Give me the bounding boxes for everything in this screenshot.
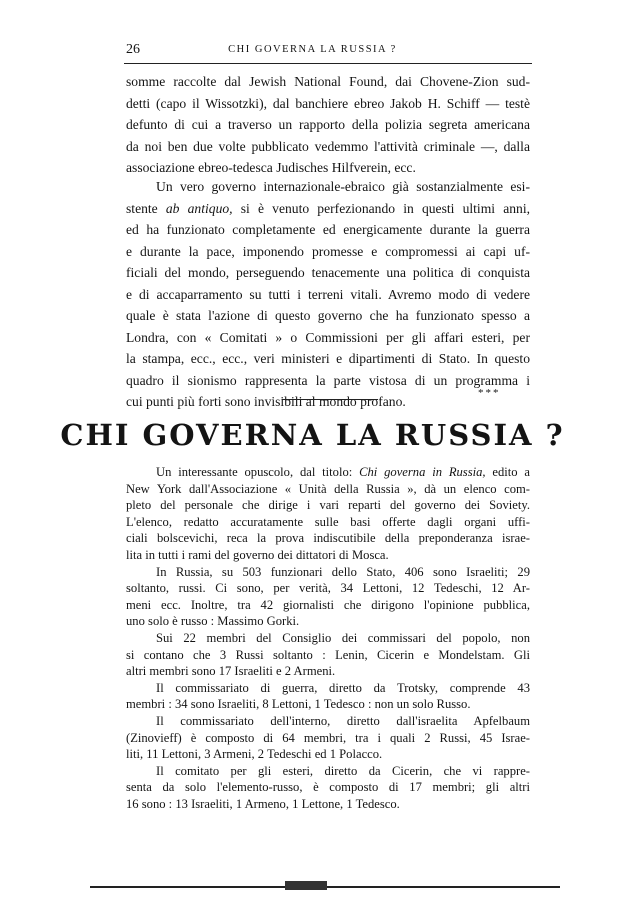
section-body [126, 464, 530, 812]
text-line: cui punti più forti sono invisibili al mondo profano. [126, 394, 406, 409]
text-line [126, 198, 530, 220]
text-line: altri membri sono 17 Israeliti e 2 Armeni. [126, 664, 336, 679]
text-line: Il comitato per gli esteri, diretto da Cicerin, che vi rappre- [156, 763, 530, 778]
text-line: In Russia, su 503 funzionari dello Stato, 406 sono Israeliti; 29 [156, 564, 530, 579]
text-fragment: edito a [485, 465, 530, 479]
text-line: lita in tutti i rami del governo dei dittatori di Mosca. [126, 547, 389, 562]
text-line: (Zinovieff) è composto di 64 membri, tra i quali 2 Russi, 45 Israe- [126, 730, 530, 745]
text-line: Sui 22 membri del Consiglio dei commissari del popolo, non [156, 630, 530, 645]
paragraph-international-government [126, 176, 530, 413]
text-line: somme raccolte dal Jewish National Found, dai Chovene-Zion sud- [126, 74, 530, 89]
text-line: uno solo è russo : Massimo Gorki. [126, 614, 300, 629]
page-number: 26 [126, 42, 140, 57]
text-line: ed ha funzionato completamente ed energicamente durante la guerra [126, 222, 530, 237]
text-line: Un vero governo internazionale-ebraico già sostanzialmente esi- [156, 179, 530, 194]
text-line: senta da solo l'elemento-russo, è composto di 17 membri; gli altri [126, 780, 530, 795]
italic-title: Chi governa in Russia, [359, 465, 486, 479]
asterisk-separator: *** [478, 387, 501, 399]
text-line: associazione ebreo-tedesca Judisches Hilfverein, ecc. [126, 160, 416, 175]
header-rule [124, 63, 532, 64]
text-line [126, 464, 530, 481]
text-line: ficiali del mondo, perseguendo tenacemente una politica di conquista [126, 265, 530, 280]
paragraph-continuation [126, 71, 530, 179]
text-line: ciali bolscevichi, reca la prova indiscutibile della preponderanza israe- [126, 531, 530, 546]
text-line: Il commissariato di guerra, diretto da Trotsky, comprende 43 [156, 680, 530, 695]
text-line: meni ecc. Inoltre, tra 42 giornalisti che dirigono l'opinione pubblica, [126, 597, 530, 612]
text-line: defunto di cui a traverso un rapporto della polizia segreta americana [126, 117, 530, 132]
text-line: liti, 11 Lettoni, 3 Armeni, 2 Tedeschi ed 1 Polacco. [126, 747, 383, 762]
text-fragment: stente [126, 200, 166, 216]
text-line: si contano che 3 Russi soltanto : Lenin, Cicerin e Mondelstam. Gli [126, 647, 530, 662]
section-title: CHI GOVERNA LA RUSSIA ? [60, 418, 565, 452]
italic-phrase: ab antiquo, [165, 200, 233, 216]
text-line: e durante la pace, imponendo promesse e compromessi ai capi uf- [126, 243, 530, 259]
running-title: CHI GOVERNA LA RUSSIA ? [228, 44, 397, 55]
text-fragment: si è venuto perfezionando in questi ultimi anni, [232, 200, 531, 216]
text-fragment: Un interessante opuscolo, dal titolo: [156, 465, 360, 479]
scan-mark [285, 881, 327, 890]
text-line: quadro il sionismo rappresenta la parte vistosa di un programma i [126, 372, 530, 388]
text-line: L'elenco, redatto accuratamente sulle basi offerte dagli organi uffi- [126, 514, 530, 529]
text-line: Londra, con « Comitati » o Commissioni per gli affari esteri, per [126, 329, 530, 345]
text-line: la stampa, ecc., ecc., veri ministeri e dipartimenti di Stato. In questo [126, 351, 530, 366]
text-line: e di accaparramento su tutti i terreni vitali. Avremo modo di vedere [126, 286, 530, 302]
text-line: Il commissariato dell'interno, diretto dall'israelita Apfelbaum [156, 713, 530, 728]
text-line: detti (capo il Wissotzki), dal banchiere ebreo Jakob H. Schiff — testè [126, 95, 530, 111]
text-line: New York dall'Associazione « Unità della Russia », dà un elenco com- [126, 481, 530, 496]
text-line: da noi ben due volte pubblicato vedemmo l'attività criminale —, dalla [126, 138, 530, 154]
section-divider [282, 399, 378, 400]
text-line: quale è stata l'azione di questo governo che ha funzionato spesso a [126, 308, 530, 323]
text-line: soltanto, russi. Ci sono, per verità, 34 Lettoni, 12 Tedeschi, 12 Ar- [126, 581, 530, 596]
text-line: pleto del personale che dirige i vari reparti del governo dei Soviety. [126, 498, 530, 513]
text-line: membri : 34 sono Israeliti, 8 Lettoni, 1 Tedesco : non un solo Russo. [126, 697, 471, 712]
text-line: 16 sono : 13 Israeliti, 1 Armeno, 1 Lettone, 1 Tedesco. [126, 796, 400, 811]
